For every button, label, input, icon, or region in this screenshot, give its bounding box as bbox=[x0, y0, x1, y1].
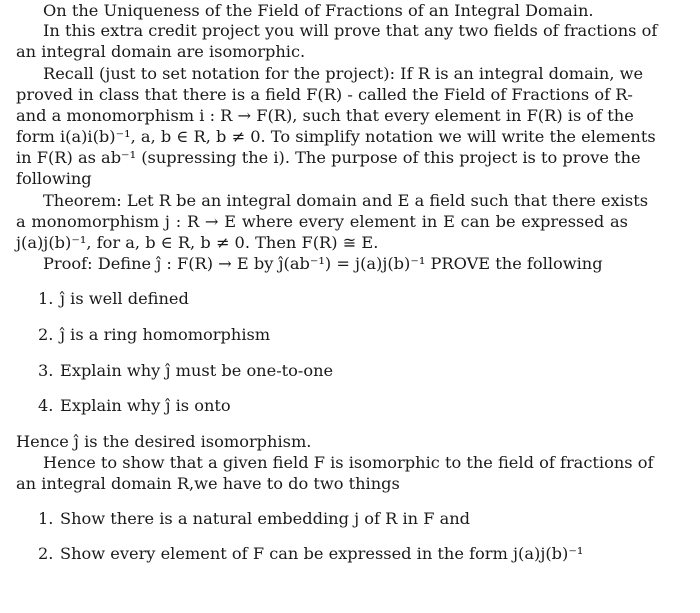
theorem-line-2: a monomorphism j : R → E where every element in E can be expressed as bbox=[16, 212, 628, 231]
hence2-item-text: Show there is a natural embedding j of R in F and bbox=[60, 509, 471, 528]
proof-item-number: 3. bbox=[38, 361, 54, 380]
hence2-item-number: 1. bbox=[38, 509, 54, 528]
proof-item-text: Explain why ĵ is onto bbox=[60, 396, 231, 415]
recall-line-2: proved in class that there is a field F(R) - called the Field of Fractions of R- bbox=[16, 85, 633, 104]
hence2-line-2: an integral domain R,we have to do two things bbox=[16, 474, 400, 493]
recall-line-5: in F(R) as ab⁻¹ (supressing the i). The purpose of this project is to prove the bbox=[16, 148, 641, 167]
recall-line-4: form i(a)i(b)⁻¹, a, b ∈ R, b ≠ 0. To simplify notation we will write the elements bbox=[16, 127, 656, 146]
proof-item-4 bbox=[38, 395, 231, 416]
proof-item-number: 2. bbox=[38, 325, 54, 344]
hence2-item-2 bbox=[38, 543, 583, 564]
intro-line-1: In this extra credit project you will prove that any two fields of fractions of bbox=[43, 21, 658, 40]
proof-item-number: 4. bbox=[38, 396, 54, 415]
hence2-line-1: Hence to show that a given field F is isomorphic to the field of fractions of bbox=[43, 453, 654, 472]
recall-line-3: and a monomorphism i : R → F(R), such that every element in F(R) is of the bbox=[16, 106, 634, 125]
proof-item-1 bbox=[38, 288, 189, 309]
proof-item-2 bbox=[38, 324, 270, 345]
proof-item-text: ĵ is well defined bbox=[60, 289, 189, 308]
proof-line-1: Proof: Define ĵ : F(R) → E by ĵ(ab⁻¹) = j(a)j(b)⁻¹ PROVE the following bbox=[43, 254, 603, 273]
proof-item-number: 1. bbox=[38, 289, 54, 308]
proof-item-text: Explain why ĵ must be one-to-one bbox=[60, 361, 334, 380]
hence2-item-text: Show every element of F can be expressed in the form j(a)j(b)⁻¹ bbox=[60, 544, 584, 563]
hence2-item-1 bbox=[38, 508, 470, 529]
recall-line-1: Recall (just to set notation for the project): If R is an integral domain, we bbox=[43, 64, 644, 83]
proof-item-text: ĵ is a ring homomorphism bbox=[60, 325, 271, 344]
theorem-line-3: j(a)j(b)⁻¹, for a, b ∈ R, b ≠ 0. Then F(R) ≅ E. bbox=[16, 233, 379, 252]
hence2-item-number: 2. bbox=[38, 544, 54, 563]
recall-line-6: following bbox=[16, 169, 92, 188]
hence-isomorphism: Hence ĵ is the desired isomorphism. bbox=[16, 432, 312, 451]
intro-line-2: an integral domain are isomorphic. bbox=[16, 42, 306, 61]
theorem-line-1: Theorem: Let R be an integral domain and E a field such that there exists bbox=[43, 191, 649, 210]
document-title: On the Uniqueness of the Field of Fractions of an Integral Domain. bbox=[43, 1, 594, 20]
proof-item-3 bbox=[38, 360, 333, 381]
